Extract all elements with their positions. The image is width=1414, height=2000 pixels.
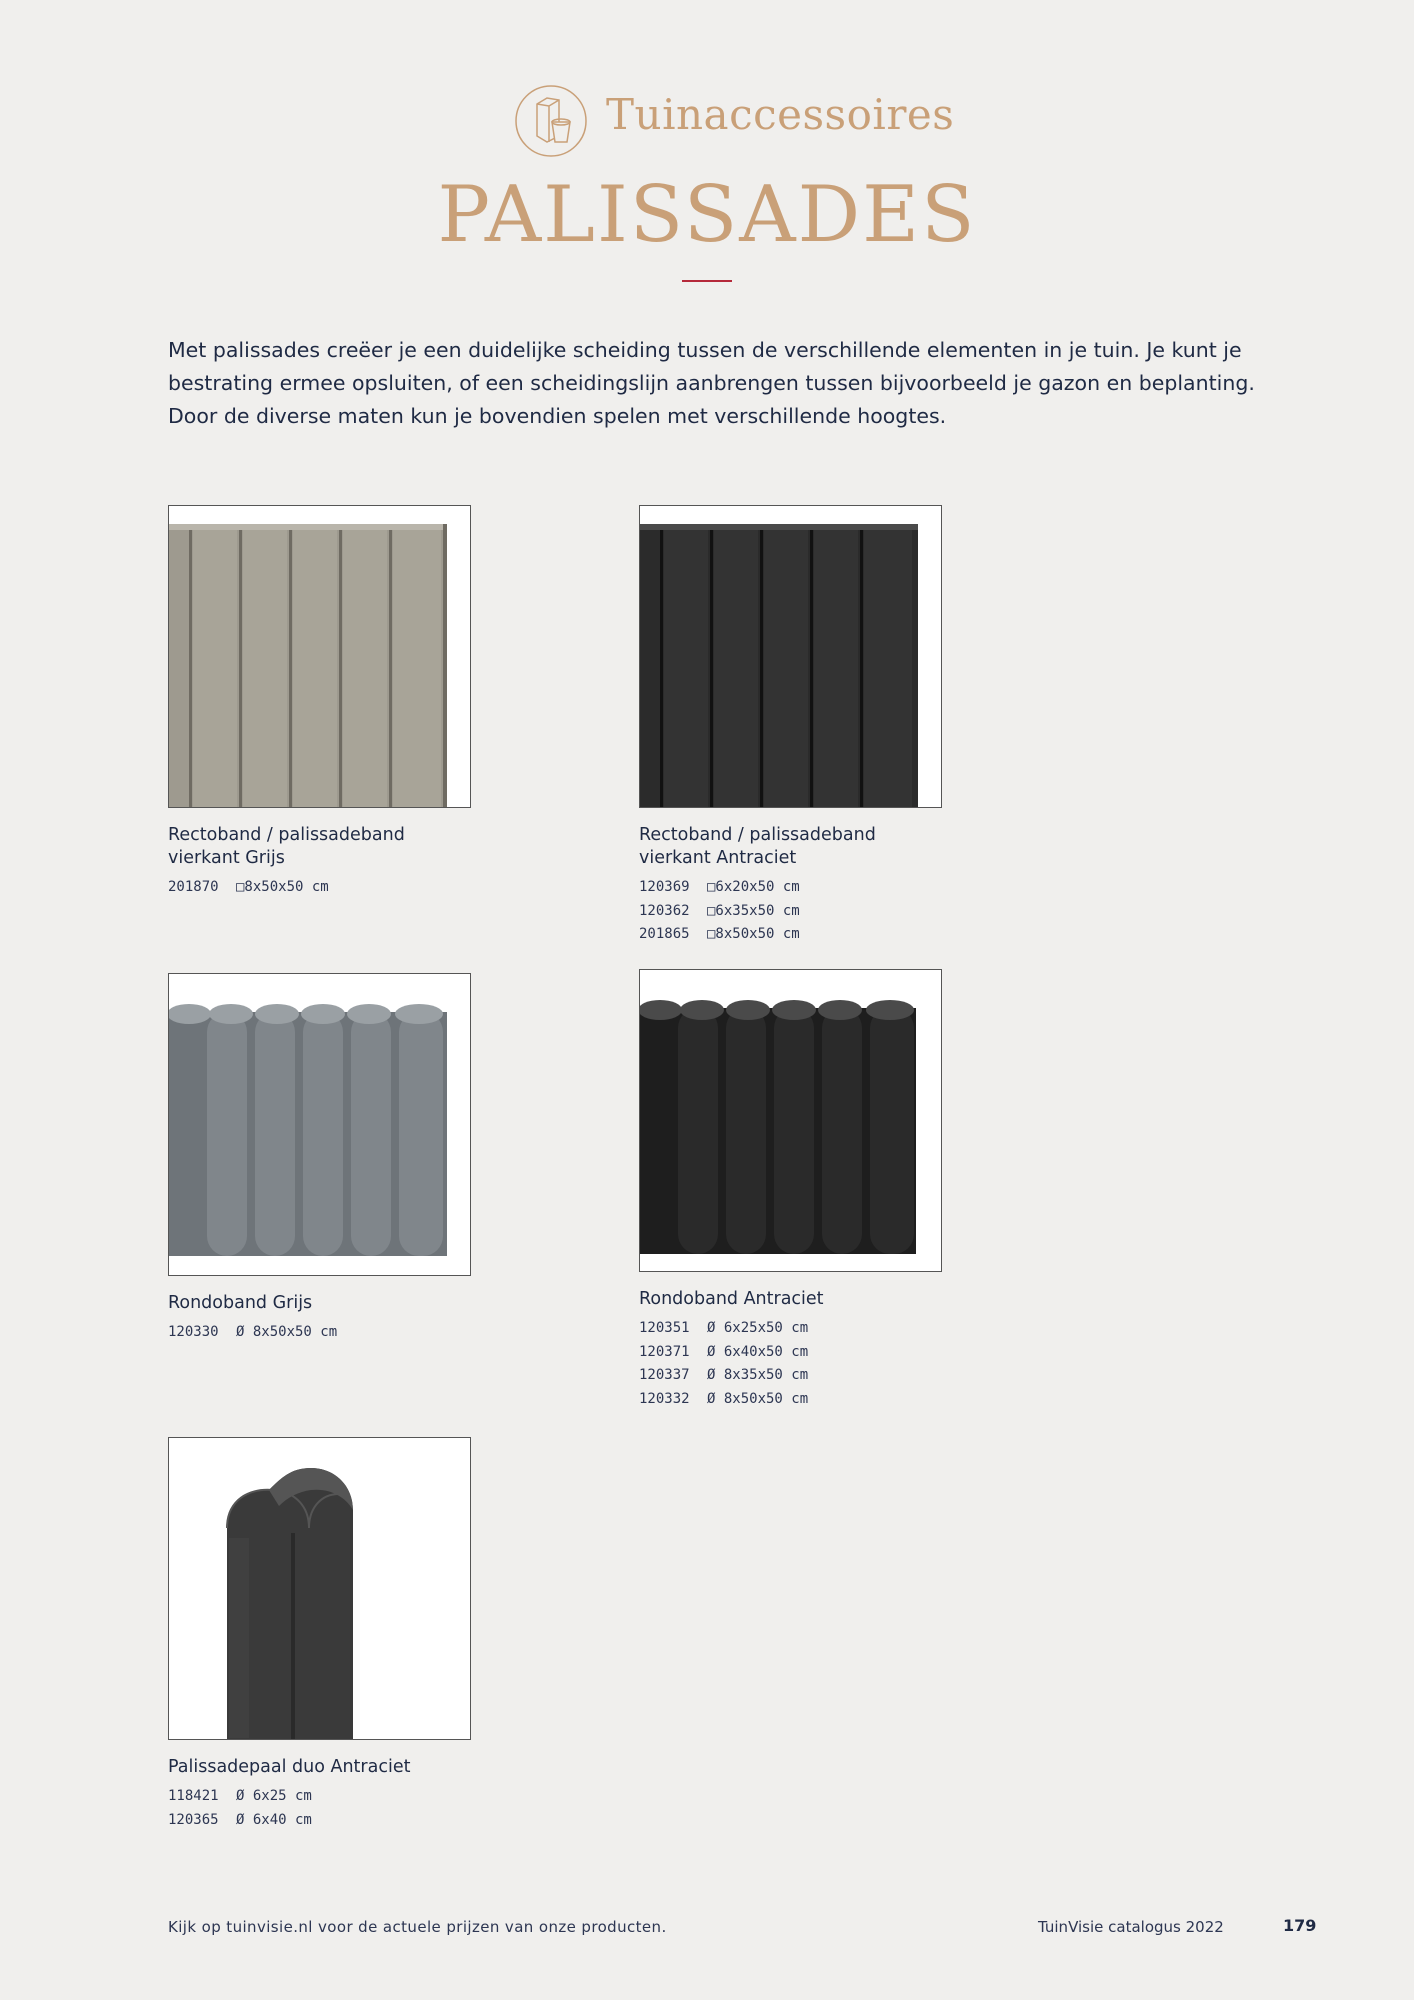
dimensions: Ø 6x40x50 cm [707, 1343, 809, 1360]
product-image [168, 1437, 471, 1740]
dimensions: □8x50x50 cm [707, 926, 800, 942]
product-name-line: Rondoband Antraciet [639, 1289, 824, 1309]
variant-list [168, 1785, 528, 1832]
intro-line: bestrating ermee opsluiten, of een scheidingslijn aanbrengen tussen bijvoorbeeld je gazon en beplanting. [168, 371, 1255, 395]
article-code: 120371 [639, 1343, 690, 1360]
product-name-line: Rondoband Grijs [168, 1293, 313, 1313]
variant-row [168, 876, 528, 900]
product-rondoband-antraciet [639, 969, 999, 1411]
article-code: 120365 [168, 1811, 219, 1828]
product-name-line: vierkant Grijs [168, 848, 285, 868]
variant-row [639, 1388, 999, 1412]
article-code: 120362 [639, 902, 690, 919]
product-image [168, 973, 471, 1276]
variant-list [639, 876, 999, 947]
dimensions: □6x35x50 cm [707, 902, 800, 919]
variant-row [639, 923, 999, 947]
product-rectoband-antraciet [639, 505, 999, 947]
garden-accessories-icon [514, 84, 588, 158]
intro-line: Met palissades creëer je een duidelijke scheiding tussen de verschillende elementen in je tuin. Je kunt je [168, 338, 1242, 362]
dimensions: Ø 8x35x50 cm [707, 1367, 809, 1383]
dimensions: □8x50x50 cm [236, 879, 329, 895]
product-name [639, 824, 999, 870]
product-name [639, 1288, 999, 1311]
category-heading: Tuinaccessoires [606, 90, 955, 139]
article-code: 120337 [639, 1367, 690, 1383]
article-code: 120332 [639, 1390, 690, 1407]
dimensions: Ø 6x40 cm [236, 1811, 312, 1828]
product-image [168, 505, 471, 808]
product-name-line: vierkant Antraciet [639, 848, 797, 868]
variant-list [168, 876, 528, 900]
article-code: 120369 [639, 879, 690, 895]
product-name [168, 824, 528, 870]
variant-row [639, 1364, 999, 1388]
article-code: 118421 [168, 1788, 219, 1804]
product-rondoband-grijs [168, 973, 528, 1345]
page-title: PALISSADES [437, 170, 977, 260]
article-code: 120351 [639, 1320, 690, 1336]
footer-note: Kijk op tuinvisie.nl voor de actuele prijzen van onze producten. [168, 1918, 667, 1936]
article-code: 120330 [168, 1324, 219, 1340]
variant-row [639, 1341, 999, 1365]
variant-row [639, 1317, 999, 1341]
article-code: 201870 [168, 879, 219, 895]
variant-list [168, 1321, 528, 1345]
product-image [639, 969, 942, 1272]
product-name-line: Palissadepaal duo Antraciet [168, 1757, 411, 1777]
product-name [168, 1756, 528, 1779]
product-palissadepaal-duo [168, 1437, 528, 1832]
product-image [639, 505, 942, 808]
catalog-name: TuinVisie catalogus 2022 [1038, 1918, 1224, 1936]
variant-row [168, 1809, 528, 1833]
variant-row [168, 1785, 528, 1809]
product-rectoband-grijs [168, 505, 528, 900]
dimensions: Ø 6x25x50 cm [707, 1320, 809, 1336]
variant-row [639, 876, 999, 900]
dimensions: □6x20x50 cm [707, 879, 800, 895]
article-code: 201865 [639, 926, 690, 942]
variant-row [639, 900, 999, 924]
dimensions: Ø 8x50x50 cm [236, 1324, 338, 1340]
product-name [168, 1292, 528, 1315]
intro-line: Door de diverse maten kun je bovendien spelen met verschillende hoogtes. [168, 404, 947, 428]
product-name-line: Rectoband / palissadeband [639, 825, 876, 845]
intro-text [168, 334, 1258, 433]
product-name-line: Rectoband / palissadeband [168, 825, 405, 845]
dimensions: Ø 8x50x50 cm [707, 1390, 809, 1407]
dimensions: Ø 6x25 cm [236, 1788, 312, 1804]
variant-list [639, 1317, 999, 1411]
page-number: 179 [1283, 1916, 1317, 1935]
title-divider [682, 280, 732, 282]
variant-row [168, 1321, 528, 1345]
